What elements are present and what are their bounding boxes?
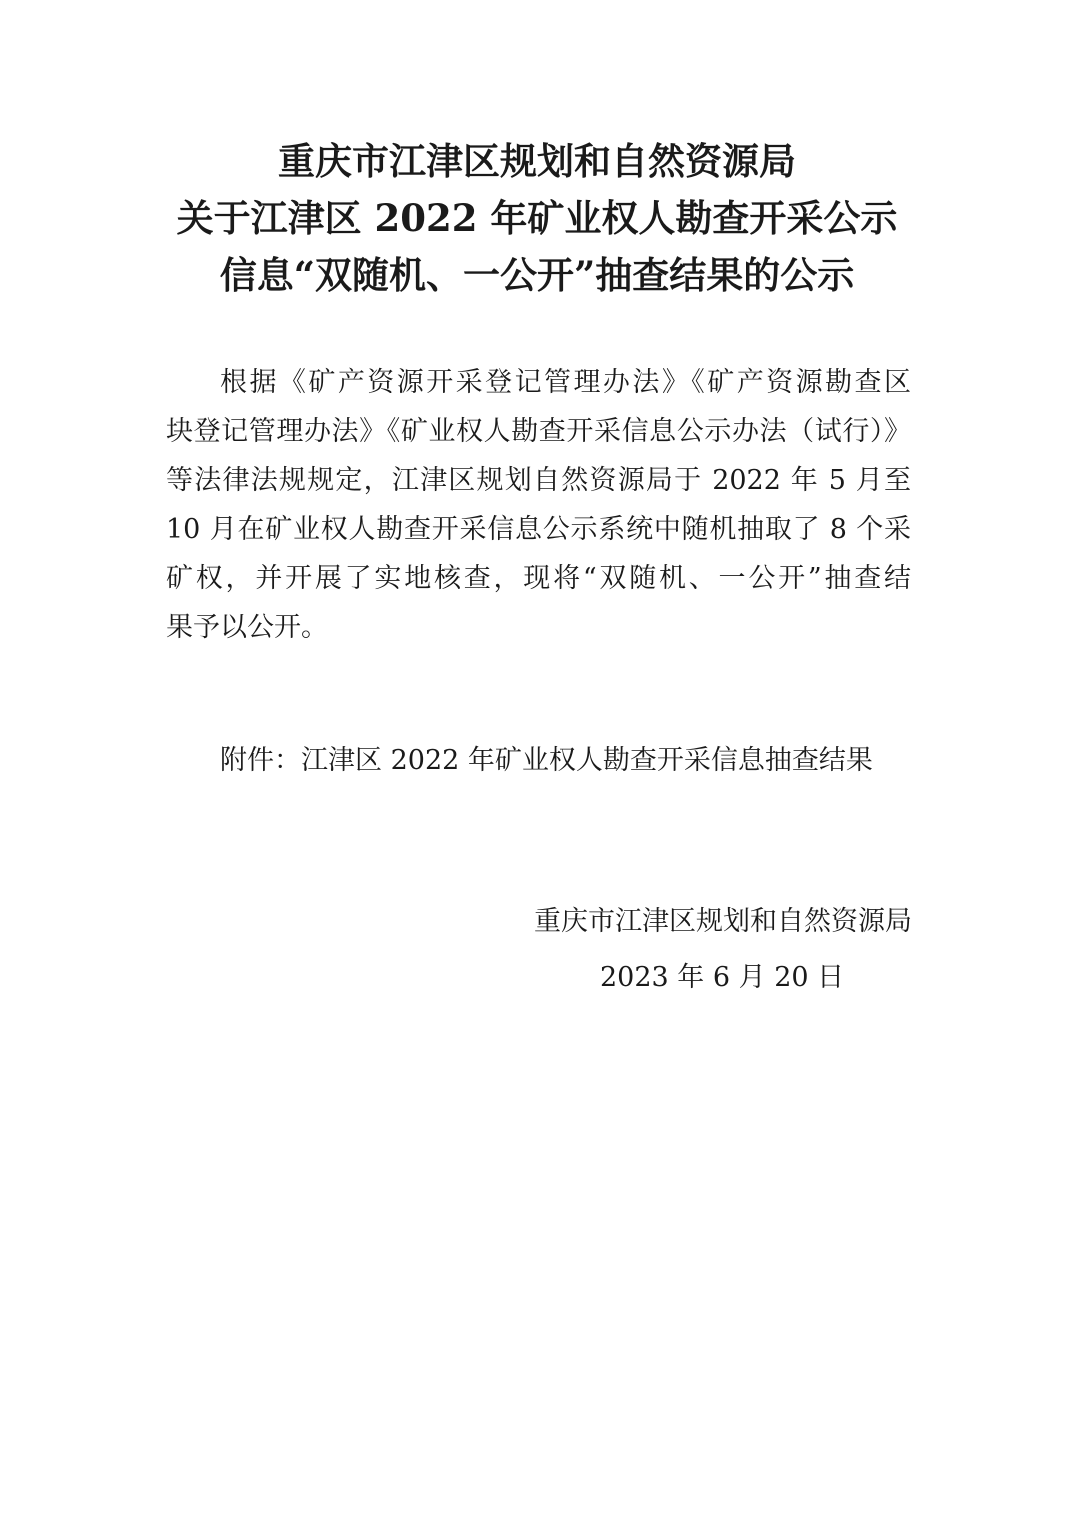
document-title — [0, 133, 1074, 304]
body-line: 果予以公开。 — [166, 612, 328, 643]
signature-organization: 重庆市江津区规划和自然资源局 — [534, 906, 912, 937]
body-line: 块登记管理办法》《矿业权人勘查开采信息公示办法（试行）》 — [166, 416, 911, 447]
signature-block — [508, 894, 912, 1006]
title-line-2: 关于江津区 2022 年矿业权人勘查开采公示 — [176, 196, 898, 240]
title-line-1: 重庆市江津区规划和自然资源局 — [278, 139, 796, 183]
attachment-note — [166, 736, 911, 785]
body-paragraph — [166, 358, 911, 652]
body-line: 10 月在矿业权人勘查开采信息公示系统中随机抽取了 8 个采 — [166, 514, 911, 545]
body-line: 矿权，并开展了实地核查，现将“双随机、一公开”抽查结 — [166, 563, 911, 594]
attachment-text: 附件：江津区 2022 年矿业权人勘查开采信息抽查结果 — [220, 745, 873, 776]
body-line: 等法律法规规定，江津区规划自然资源局于 2022 年 5 月至 — [166, 465, 911, 496]
body-line: 根据《矿产资源开采登记管理办法》《矿产资源勘查区 — [220, 367, 911, 398]
signature-date: 2023 年 6 月 20 日 — [600, 962, 845, 993]
title-line-3: 信息“双随机、一公开”抽查结果的公示 — [219, 253, 855, 297]
